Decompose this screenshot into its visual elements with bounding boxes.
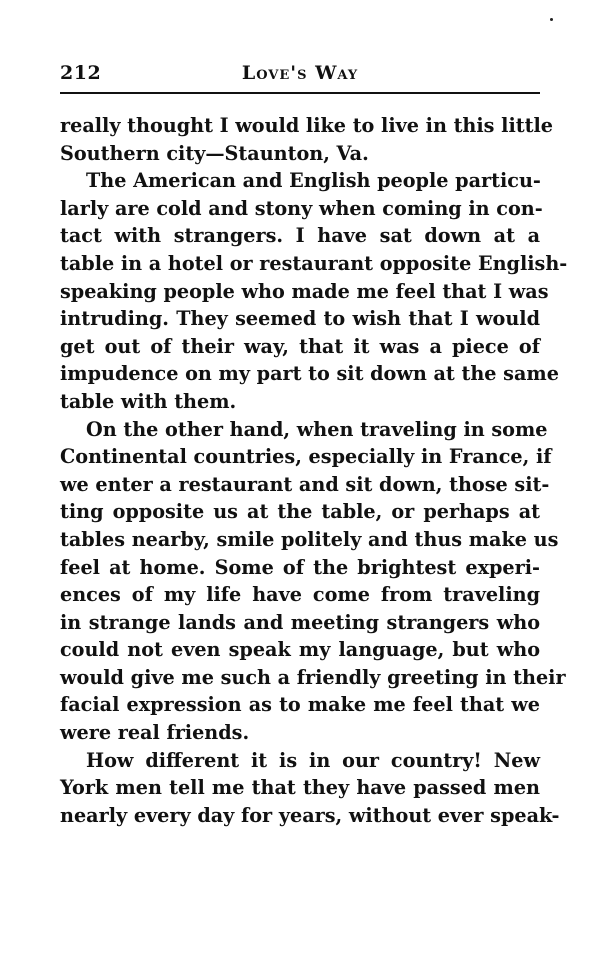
text-line: in strange lands and meeting strangers who bbox=[60, 610, 540, 634]
page-number: 212 bbox=[60, 62, 102, 84]
running-head: Love's Way bbox=[241, 62, 359, 84]
text-line: Continental countries, especially in France, if bbox=[60, 445, 552, 469]
text-line: tact with strangers. I have sat down at a bbox=[60, 224, 540, 248]
body-text bbox=[60, 112, 568, 829]
text-line: could not even speak my language, but who bbox=[60, 638, 540, 662]
text-line: were real friends. bbox=[60, 721, 250, 745]
text-line: we enter a restaurant and sit down, those sit- bbox=[60, 472, 550, 496]
text-line: impudence on my part to sit down at the same bbox=[60, 362, 559, 386]
text-line: ences of my life have come from traveling bbox=[60, 583, 540, 607]
text-line: York men tell me that they have passed men bbox=[60, 776, 540, 800]
text-line: facial expression as to make me feel that we bbox=[60, 693, 540, 717]
text-line: On the other hand, when traveling in some bbox=[86, 417, 548, 441]
text-line: table with them. bbox=[60, 389, 237, 413]
page-header bbox=[60, 58, 540, 88]
text-line: larly are cold and stony when coming in con- bbox=[60, 196, 543, 220]
header-rule bbox=[60, 92, 540, 94]
text-line: nearly every day for years, without ever speak- bbox=[60, 803, 560, 827]
text-line: really thought I would like to live in this little bbox=[60, 114, 553, 137]
ink-speck bbox=[550, 18, 553, 21]
text-line: Southern city—Staunton, Va. bbox=[60, 141, 369, 165]
text-line: feel at home. Some of the brightest experi- bbox=[60, 555, 540, 579]
text-line: get out of their way, that it was a piece of bbox=[60, 334, 540, 358]
text-line: speaking people who made me feel that I was bbox=[60, 279, 549, 303]
text-line: would give me such a friendly greeting in their bbox=[60, 665, 566, 689]
text-line: ting opposite us at the table, or perhaps at bbox=[60, 500, 540, 524]
text-line: How different it is in our country! New bbox=[86, 748, 540, 772]
text-line: The American and English people particu- bbox=[86, 169, 541, 193]
text-line: tables nearby, smile politely and thus make us bbox=[60, 527, 559, 551]
text-line: intruding. They seemed to wish that I would bbox=[60, 307, 540, 331]
text-line: table in a hotel or restaurant opposite English- bbox=[60, 251, 568, 275]
